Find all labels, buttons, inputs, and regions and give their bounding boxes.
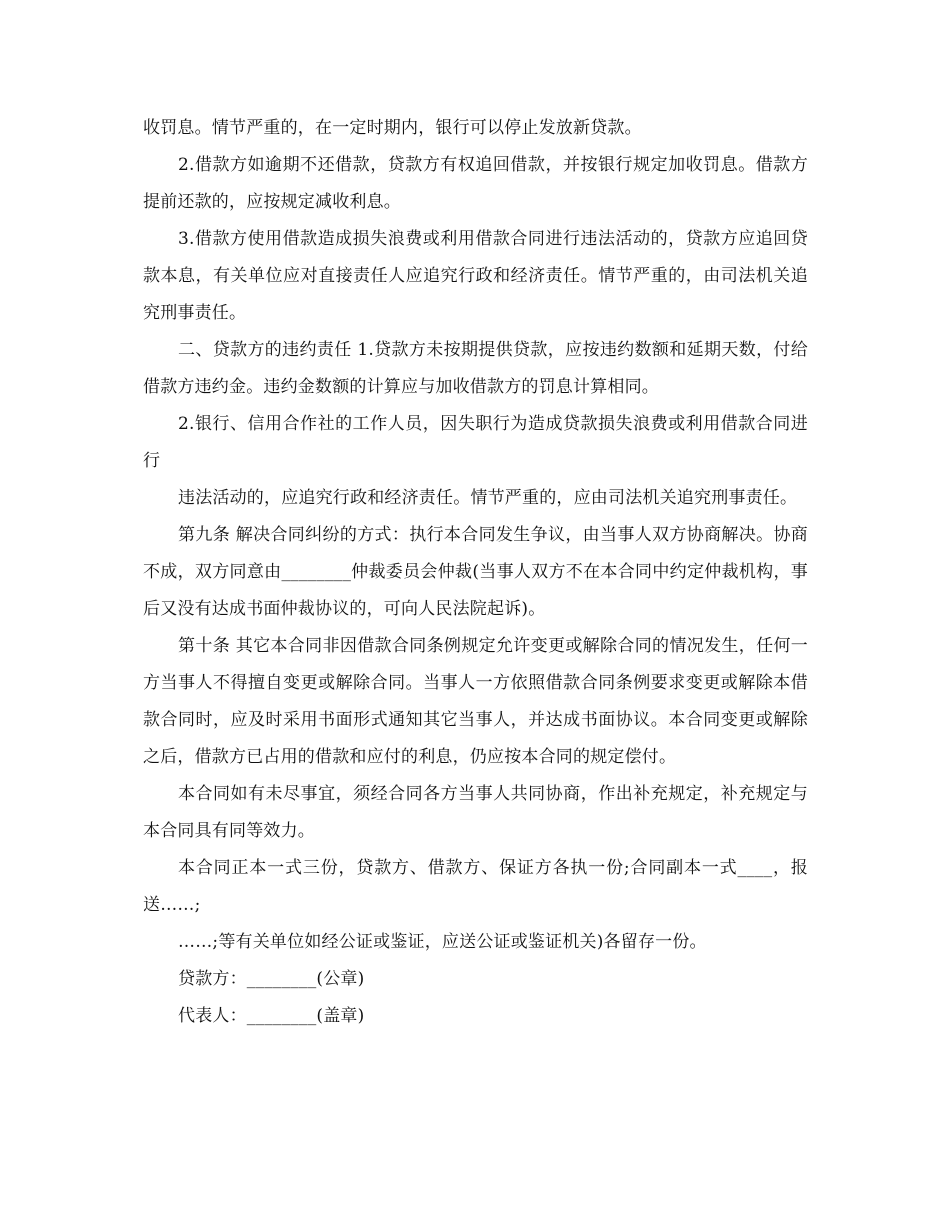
contract-body <box>143 110 808 1035</box>
paragraph-lender-liability: 二、贷款方的违约责任 1.贷款方未按期提供贷款，应按违约数额和延期天数，付给借款方违约金。违约金数额的计算应与加收借款方的罚息计算相同。 <box>143 340 808 397</box>
signature-representative: 代表人：________(盖章) <box>178 1006 365 1026</box>
paragraph-article-10-changes: 第十条 其它本合同非因借款合同条例规定允许变更或解除合同的情况发生，任何一方当事人不得擅自变更或解除合同。当事人一方依照借款合同条例要求变更或解除本借款合同时，应及时采用书面形式通知其它当事人，并达成书面协议。本合同变更或解除之后，借款方已占用的借款和应付的利息，仍应按本合同的规定偿付。 <box>143 636 808 767</box>
paragraph-staff-negligence: 2.银行、信用合作社的工作人员，因失职行为造成贷款损失浪费或利用借款合同进行 <box>143 414 808 471</box>
paragraph-supplementary: 本合同如有未尽事宜，须经合同各方当事人共同协商，作出补充规定，补充规定与本合同具有同等效力。 <box>143 784 808 841</box>
paragraph-copies-continued: ……;等有关单位如经公证或鉴证，应送公证或鉴证机关)各留存一份。 <box>178 932 707 952</box>
paragraph-misuse-of-loan: 3.借款方使用借款造成损失浪费或利用借款合同进行违法活动的，贷款方应追回贷款本息，有关单位应对直接责任人应追究行政和经济责任。情节严重的，由司法机关追究刑事责任。 <box>143 229 808 323</box>
signature-lender: 贷款方：________(公章) <box>178 969 365 989</box>
paragraph-copies: 本合同正本一式三份，贷款方、借款方、保证方各执一份;合同副本一式____，报送……; <box>143 858 808 915</box>
paragraph-overdue-repayment: 2.借款方如逾期不还借款，贷款方有权追回借款，并按银行规定加收罚息。借款方提前还款的，应按规定减收利息。 <box>143 155 808 212</box>
paragraph-penalty-continued: 收罚息。情节严重的，在一定时期内，银行可以停止发放新贷款。 <box>143 118 642 138</box>
paragraph-illegal-activity: 违法活动的，应追究行政和经济责任。情节严重的，应由司法机关追究刑事责任。 <box>178 488 798 508</box>
paragraph-article-9-disputes: 第九条 解决合同纠纷的方式：执行本合同发生争议，由当事人双方协商解决。协商不成，双方同意由________仲裁委员会仲裁(当事人双方不在本合同中约定仲裁机构，事后又没有达成书面仲裁协议的，可向人民法院起诉)。 <box>143 525 808 619</box>
